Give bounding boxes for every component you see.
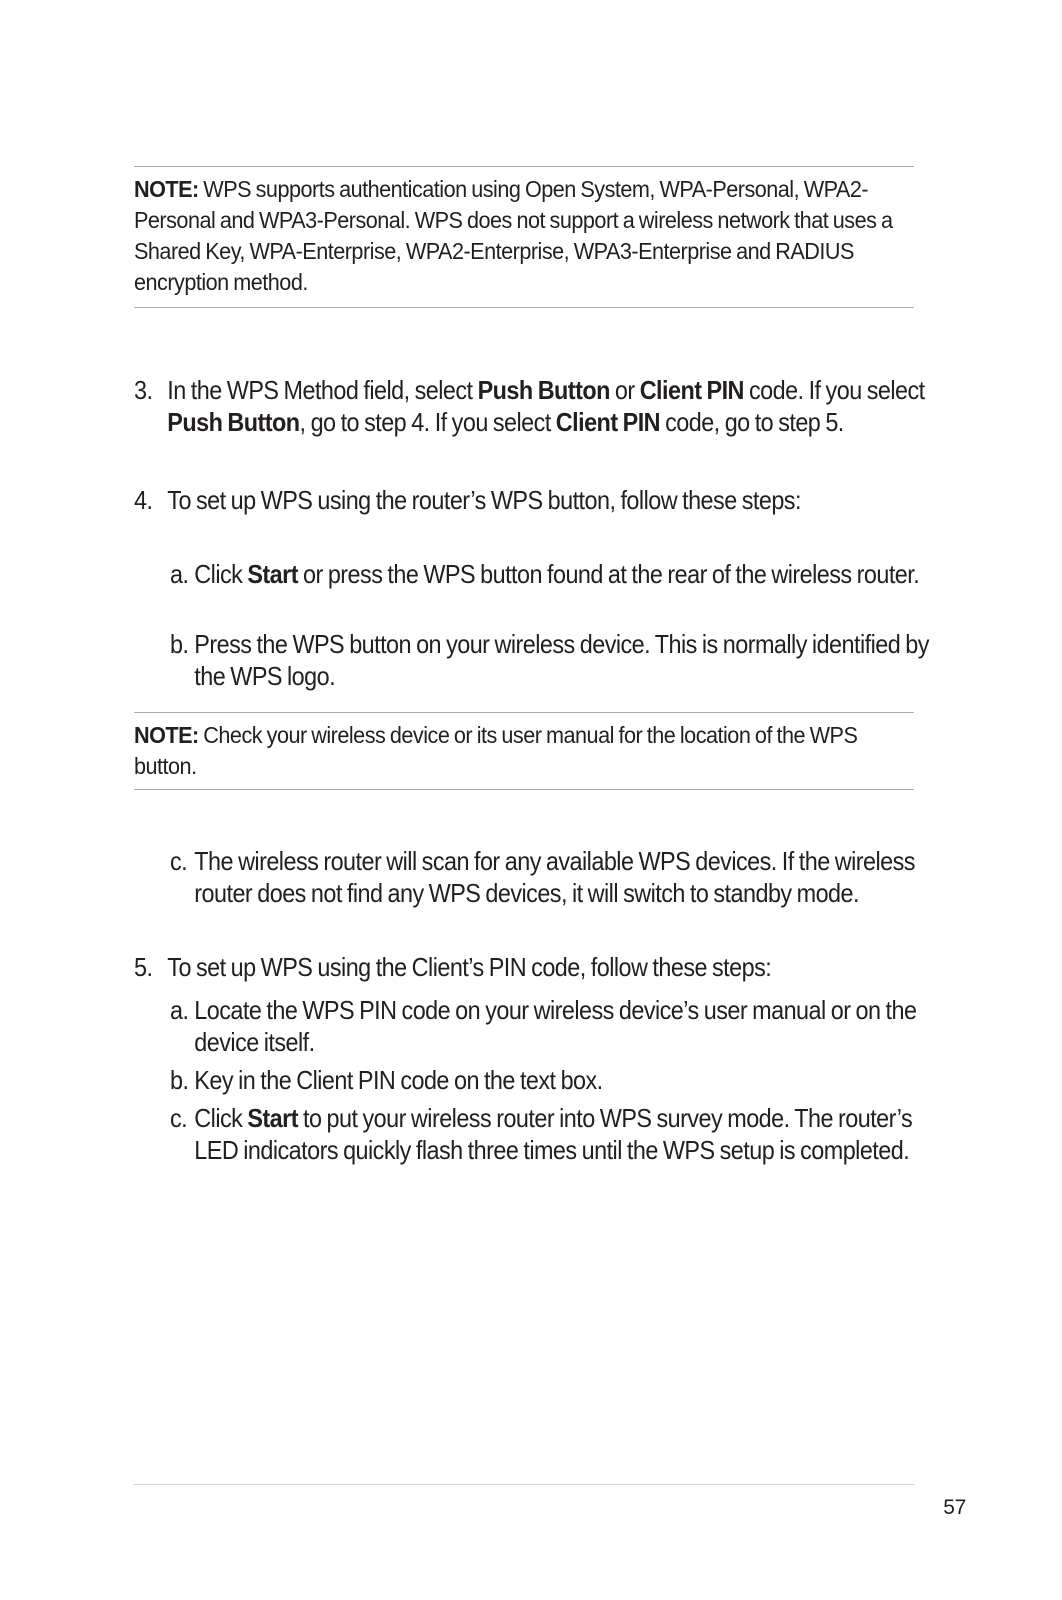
note-text: WPS supports authentication using Open System, WPA-Personal, WPA2-Personal and WPA3-Personal. WPS does not support a wireless network that uses a Shared Key, WPA-Enterprise, WPA2-Enterprise, WPA3-Enterprise and RADIUS encryption method. — [134, 176, 893, 295]
step-5a — [170, 995, 944, 1058]
note-top-rule — [134, 166, 914, 167]
client-pin-term: Client PIN — [555, 406, 661, 437]
step-5c — [170, 1103, 944, 1166]
substep-marker: b. — [170, 1065, 189, 1095]
step-text: To set up WPS using the router’s WPS button, follow these steps: — [167, 485, 801, 515]
substep-text: The wireless router will scan for any available WPS devices. If the wireless router does not find any WPS devices, it will switch to standby mode. — [194, 846, 915, 908]
note-label: NOTE: — [134, 176, 199, 202]
step-text: To set up WPS using the Client’s PIN code, follow these steps: — [167, 952, 772, 982]
substep-text: Click Start to put your wireless router into WPS survey mode. The router’s LED indicators quickly flash three times until the WPS setup is completed. — [194, 1103, 913, 1165]
note-bottom-rule — [134, 307, 914, 308]
page-number: 57 — [943, 1496, 966, 1519]
step-3 — [134, 375, 926, 438]
step-number: 4. — [134, 485, 153, 515]
step-text: In the WPS Method field, select Push Button or Client PIN code. If you select Push Button, go to step 4. If you select Client PIN code, go to step 5. — [167, 375, 925, 437]
push-button-term: Push Button — [477, 375, 610, 405]
note-bottom-rule — [134, 789, 914, 790]
note-text: Check your wireless device or its user manual for the location of the WPS button. — [134, 722, 858, 779]
start-term: Start — [247, 559, 298, 589]
step-4 — [134, 485, 926, 517]
push-button-term: Push Button — [167, 406, 300, 437]
step-4a — [170, 559, 944, 591]
substep-marker: b. — [170, 629, 189, 659]
step-5 — [134, 952, 926, 984]
step-number: 3. — [134, 375, 153, 405]
footer-rule — [134, 1484, 914, 1485]
substep-text: Press the WPS button on your wireless device. This is normally identified by the WPS logo. — [194, 629, 929, 691]
step-5b — [170, 1065, 944, 1097]
step-4b — [170, 629, 944, 692]
substep-text: Click Start or press the WPS button found at the rear of the wireless router. — [194, 559, 920, 589]
client-pin-term: Client PIN — [639, 375, 744, 405]
note-wps-button-location — [134, 720, 916, 782]
substep-marker: a. — [170, 559, 189, 589]
substep-text: Locate the WPS PIN code on your wireless device’s user manual or on the device itself. — [194, 995, 917, 1057]
note-wps-authentication — [134, 174, 916, 298]
substep-marker: c. — [170, 846, 188, 876]
note-top-rule — [134, 712, 914, 713]
substep-text: Key in the Client PIN code on the text box. — [194, 1065, 603, 1095]
start-term: Start — [247, 1103, 298, 1133]
note-label: NOTE: — [134, 722, 199, 748]
step-number: 5. — [134, 952, 153, 982]
substep-marker: c. — [170, 1103, 188, 1133]
step-4c — [170, 846, 944, 909]
substep-marker: a. — [170, 995, 189, 1025]
